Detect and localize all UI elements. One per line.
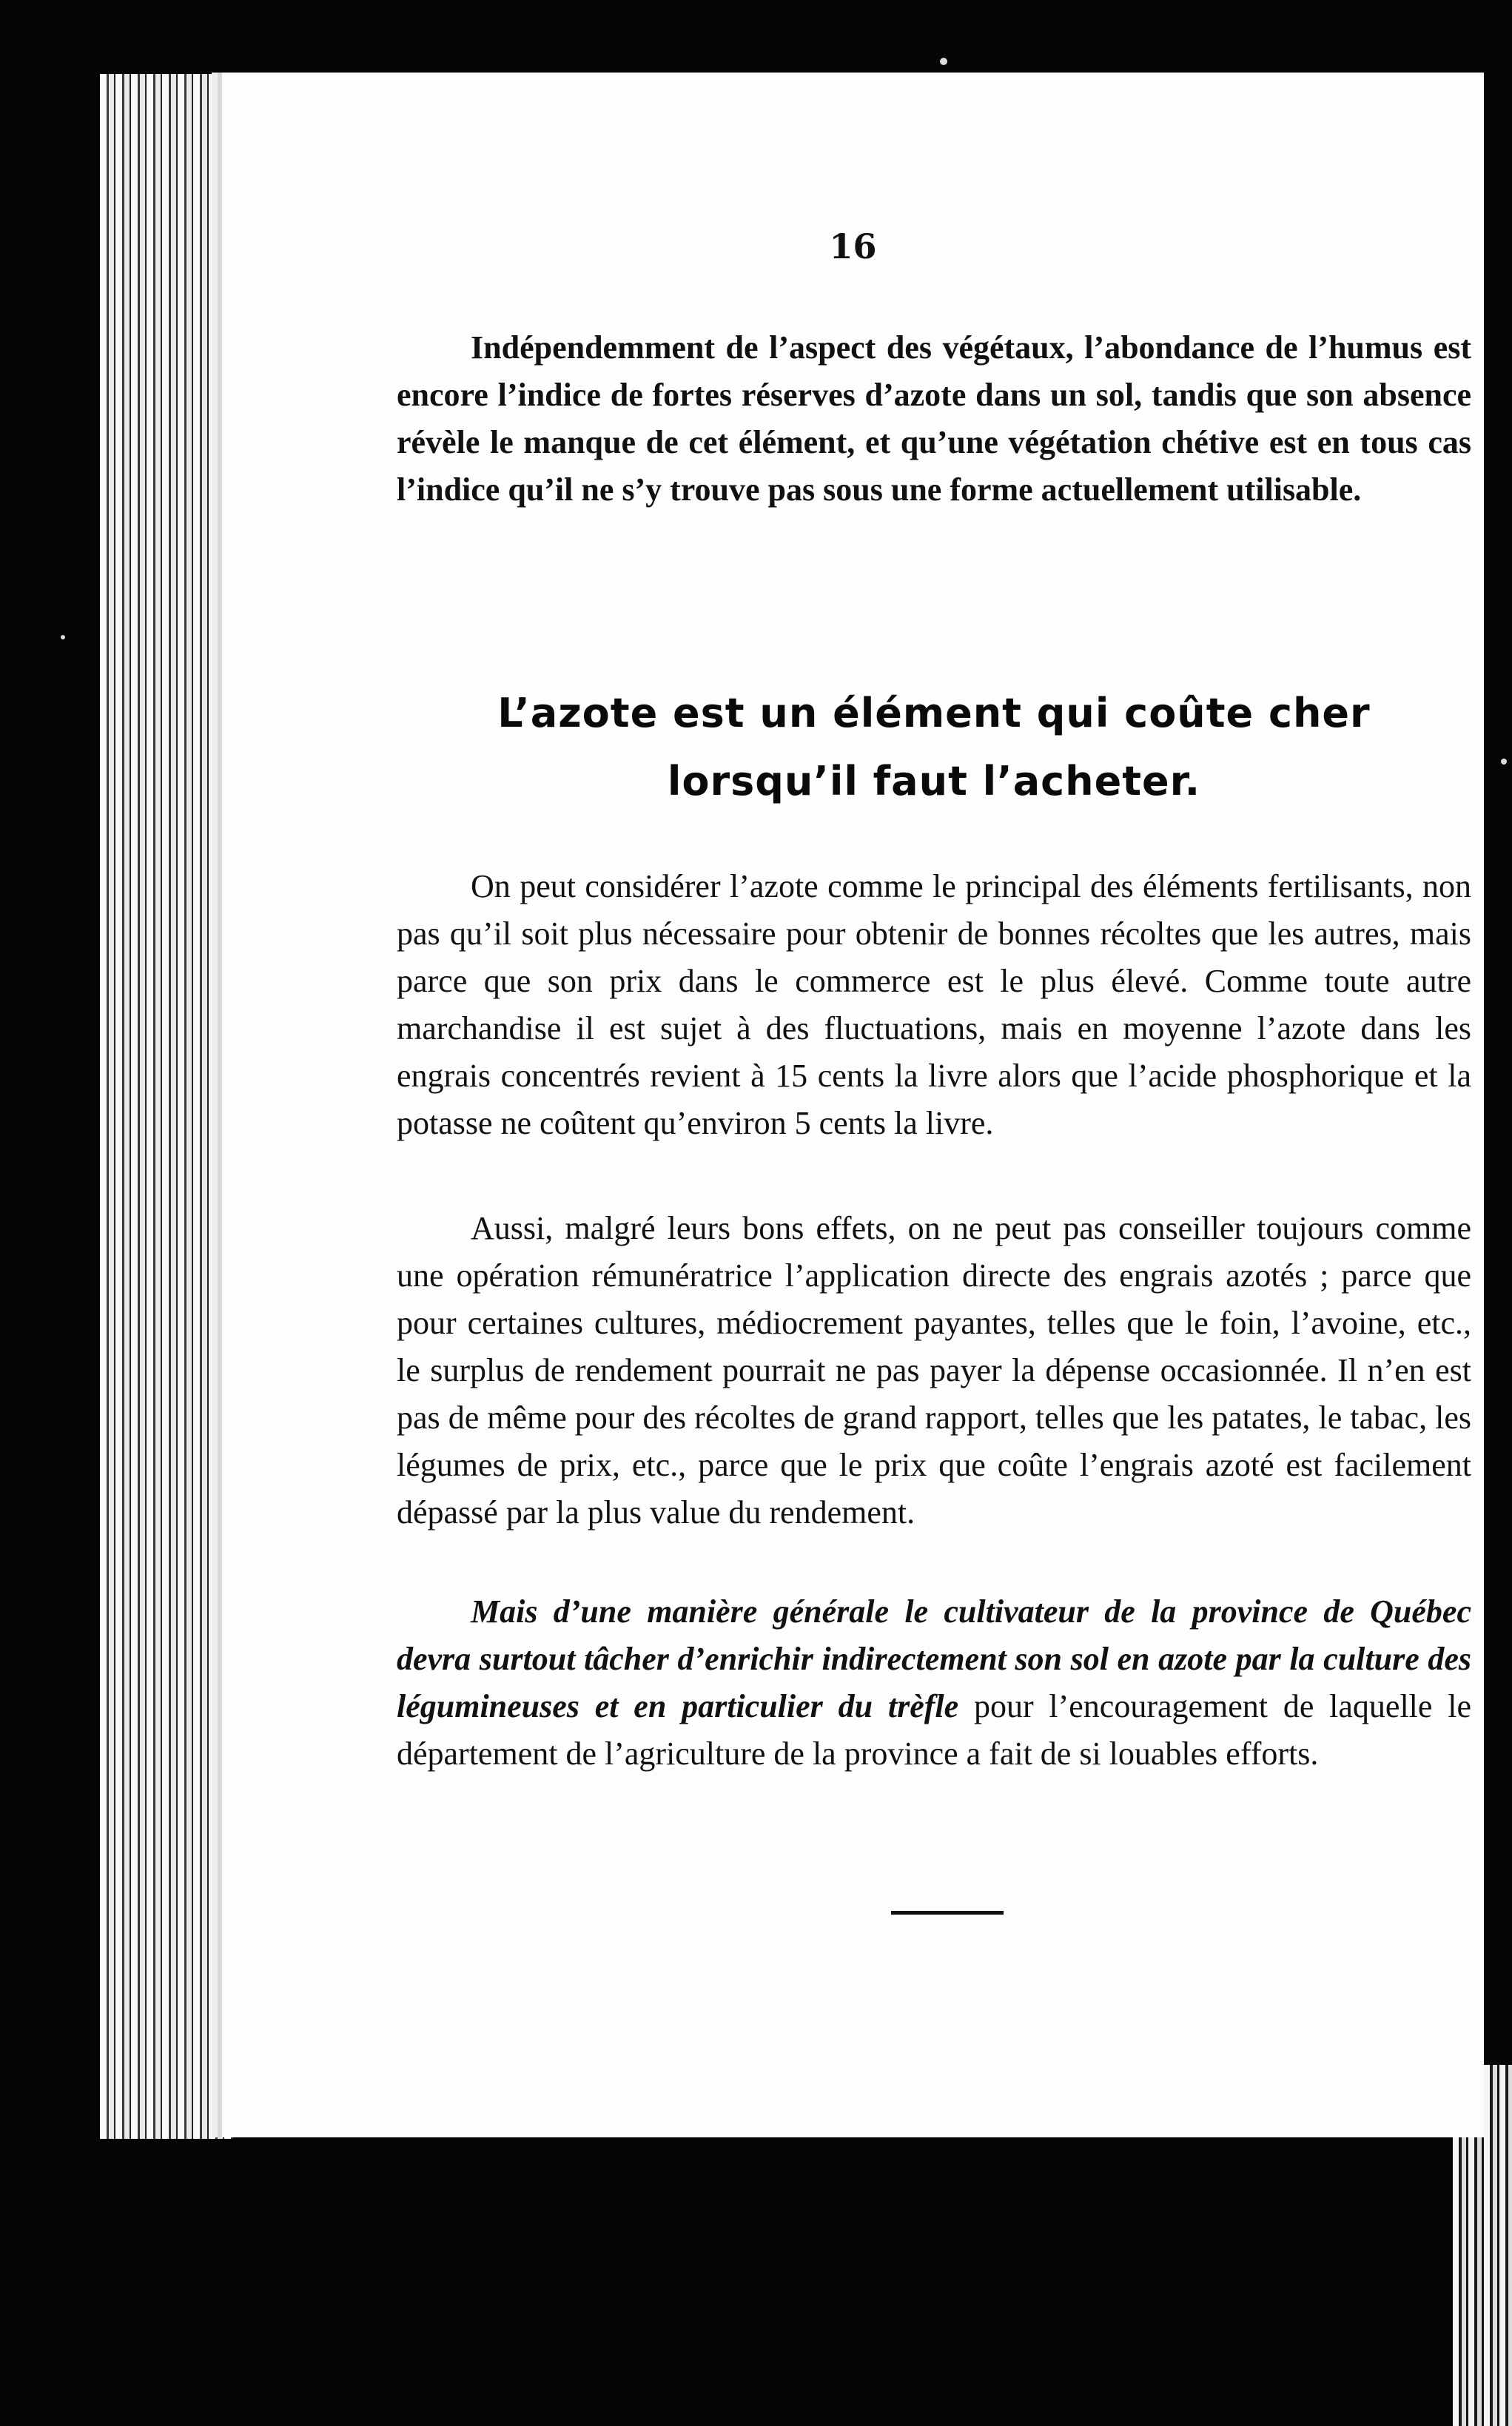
paragraph-conclusion	[397, 1588, 1471, 1778]
stacked-page-edges	[100, 74, 233, 2139]
paragraph-nitrogen-cost: On peut considérer l’azote comme le principal des éléments fertilisants, non pas qu’il soit plus nécessaire pour obtenir de bonnes récoltes que les autres, mais parce que son prix dans le commerce est le plus élevé. Comme toute autre marchandise il est sujet à des fluctuations, mais en moyenne l’azote dans les engrais concentrés revient à 15 cents la livre alors que l’acide phosphorique et la potasse ne coûtent qu’environ 5 cents la livre.	[397, 868, 1471, 1141]
scan-speck	[940, 58, 947, 65]
paragraph-humus: Indépendemment de l’aspect des végétaux, l’abondance de l’humus est encore l’indice de fortes réserves d’azote dans un sol, tandis que son absence révèle le manque de cet élément, et qu’une végétation chétive est en tous cas l’indice qu’il ne s’y trouve pas sous une forme actuellement utilisable.	[397, 329, 1471, 508]
heading-line-2: lorsqu’il faut l’acheter.	[667, 758, 1201, 804]
section-heading	[397, 679, 1471, 816]
paragraph-nitrogen-application: Aussi, malgré leurs bons effets, on ne peut pas conseiller toujours comme une opération rémunératrice l’application directe des engrais azotés ; parce que pour certaines cultures, médiocrement payantes, telles que le foin, l’avoine, etc., le surplus de rendement pourrait ne pas payer la dépense occasionnée. Il n’en est pas de même pour des récoltes de grand rapport, telles que les patates, le tabac, les légumes de prix, etc., parce que le prix que coûte l’engrais azoté est facilement dépassé par la plus value du rendement.	[397, 1210, 1471, 1530]
document-page	[222, 73, 1484, 2137]
heading-line-1: L’azote est un élément qui coûte cher	[497, 690, 1371, 736]
conclusion-italic: Mais d’une manière générale le cultivateur de la province de Québec devra surtout tâcher d’enrichir indirectement son sol en azote par la culture des légumineuses et en particulier du trèfle	[397, 1593, 1471, 1724]
scan-speck	[1501, 759, 1507, 765]
conclusion-rest: pour l’encouragement de laquelle le département de l’agriculture de la province a fait de si louables efforts.	[397, 1688, 1471, 1772]
section-end-rule	[891, 1911, 1004, 1915]
page-number: 16	[829, 226, 877, 266]
scan-speck	[61, 635, 65, 639]
